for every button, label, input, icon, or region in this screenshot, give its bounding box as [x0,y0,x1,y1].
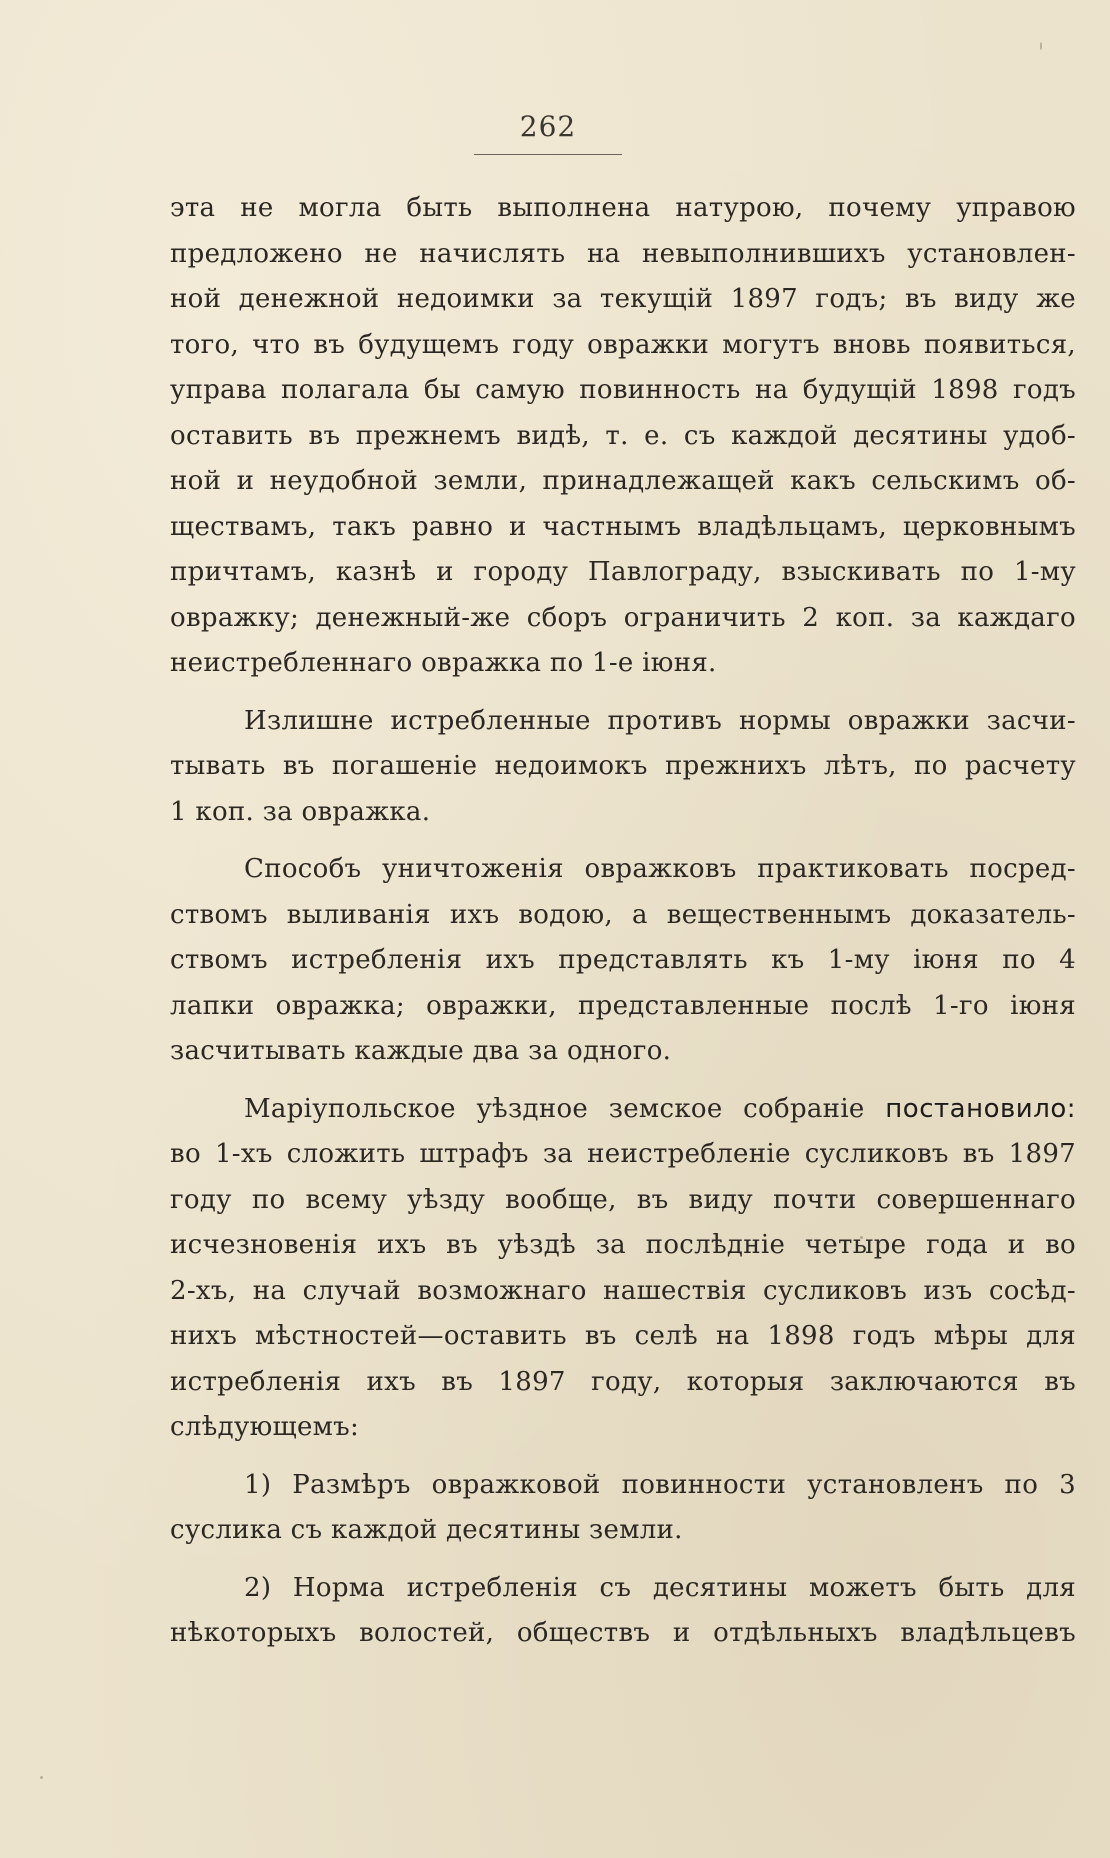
text-line: ствомъ выливанія ихъ водою, а вещественнымъ доказатель- [170,899,1076,930]
text-line: во 1-хъ сложить штрафъ за неистребленіе сусликовъ въ 1897 [170,1139,1076,1169]
text-line: ствомъ истребленія ихъ представлять къ 1-му іюня по 4 [170,945,1076,975]
text-line: 2) Норма истребленія съ десятины можетъ быть для [244,1572,1076,1603]
text-line: неистребленнаго овражка по 1-е іюня. [170,648,717,678]
paragraph [170,1463,1076,1554]
text-line: 1 коп. за овражка. [170,796,431,827]
text-line: ной и неудобной земли, принадлежащей какъ сельскимъ об- [170,466,1076,496]
text-line: тывать въ погашеніе недоимокъ прежнихъ лѣтъ, по расчету [170,751,1076,781]
text-line: управа полагала бы самую повинность на будущій 1898 годъ [170,375,1076,405]
paragraph [170,186,1076,687]
text-line: нѣкоторыхъ волостей, обществъ и отдѣльныхъ владѣльцевъ [170,1618,1076,1648]
text-line: предложено не начислять на невыполнившихъ установлен- [170,238,1076,269]
text-line: того, что въ будущемъ году овражки могутъ вновь появиться, [170,329,1076,360]
text-line: причтамъ, казнѣ и городу Павлограду, взыскивать по 1-му [170,557,1076,587]
text-line: ной денежной недоимки за текущій 1897 годъ; въ виду же [170,284,1076,314]
text-line: эта не могла быть выполнена натурою, почему управою [170,193,1076,223]
text-line: 1) Размѣръ овражковой повинности установленъ по 3 [244,1469,1076,1500]
text-line: истребленія ихъ въ 1897 году, которыя заключаются въ [170,1366,1076,1397]
text-line: Излишне истребленные противъ нормы овражки засчи- [244,705,1076,736]
paragraph [170,1566,1076,1657]
body-text [170,186,1076,1657]
page-number: 262 [519,110,577,143]
paper-speck [1040,42,1042,50]
page-number-rule [474,154,622,155]
text-line: 2-хъ, на случай возможнаго нашествія сусликовъ изъ сосѣд- [170,1275,1076,1306]
text-fragment: Маріупольское уѣздное земское собраніе [244,1093,886,1124]
text-line: году по всему уѣзду вообще, въ виду почти совершеннаго [170,1184,1076,1215]
paper-speck [602,258,605,261]
paper-speck [40,1776,43,1779]
text-line [170,1087,1076,1133]
text-line: ществамъ, такъ равно и частнымъ владѣльцамъ, церковнымъ [170,511,1076,542]
emphasized-word: постановило: [885,1093,1076,1124]
paragraph [170,847,1076,1075]
text-line: овражку; денежный-же сборъ ограничить 2 коп. за каждаго [170,602,1076,633]
text-line: оставить въ прежнемъ видѣ, т. е. съ каждой десятины удоб- [170,420,1076,451]
text-line: нихъ мѣстностей—оставить въ селѣ на 1898 годъ мѣры для [170,1321,1076,1351]
text-line: исчезновенія ихъ въ уѣздѣ за послѣдніе четыре года и во [170,1230,1076,1260]
text-line: Способъ уничтоженія овражковъ практиковать посред- [244,854,1076,884]
text-line: лапки овражка; овражки, представленные послѣ 1-го іюня [170,990,1076,1021]
paper-speck [860,1236,863,1239]
text-line: засчитывать каждые два за одного. [170,1036,672,1066]
paragraph [170,699,1076,836]
paragraph [170,1087,1076,1451]
text-line: слѣдующемъ: [170,1412,360,1442]
text-line: суслика съ каждой десятины земли. [170,1515,683,1545]
